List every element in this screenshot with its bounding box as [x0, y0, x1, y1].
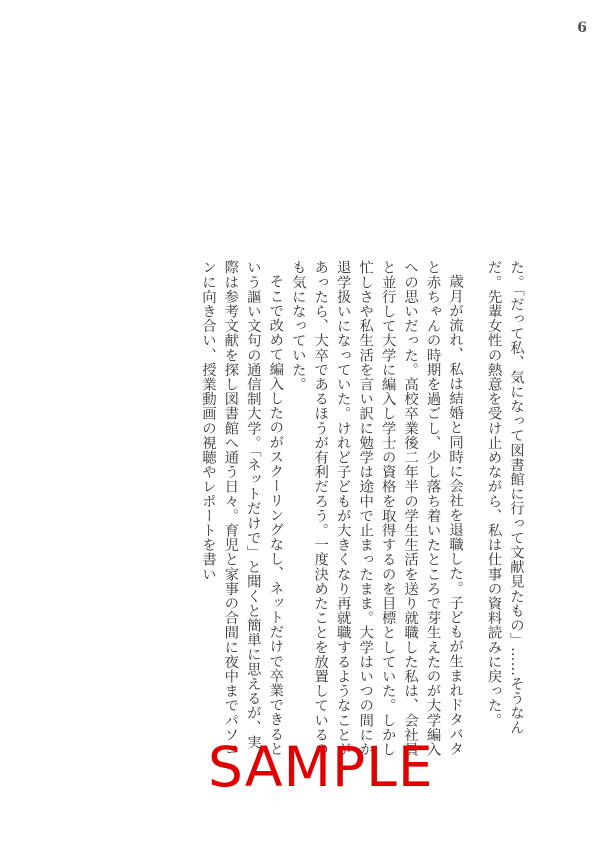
page-number: 6	[577, 20, 587, 36]
paragraph-1: た。「だって私、気になって図書館に行って文献見たもの」……そうなんだ。先輩女性の熱意を受け止めながら、私は仕事の資料読みに戻った。	[485, 260, 524, 735]
paragraph-spacer	[466, 260, 482, 760]
sample-watermark: SAMPLE	[208, 735, 434, 799]
body-text	[87, 260, 527, 760]
paragraph-2: 歳月が流れ、私は結婚と同時に会社を退職した。子どもが生まれドタバタと赤ちゃんの時期を過ごし、少し落ち着いたところで芽生えたのが大学編入への思いだった。高校卒業後二年半の学生生活を送り就職した私は、会社員と並行して大学に編入し学士の資格を取得するのを目標としていた。しかし忙しさや私生活を言い訳に勉学は途中で止まったまま。大学はいつの間にか退学扱いになっていた。けれど子どもが大きくなり再就職するようなことがあったら、大卒であるほうが有利だろう。一度決めたことを放置しているのも気になっていた。	[289, 260, 464, 757]
paragraph-3: そこで改めて編入したのがスクーリングなし、ネットだけで卒業できるという謳い文句の通信制大学。「ネットだけで」と聞くと簡単に思えるが、実際は参考文献を探し図書館へ通う日々。育児と家事の合間に夜中までパソコンに向き合い、授業動画の視聴やレポートを書い	[199, 260, 284, 757]
